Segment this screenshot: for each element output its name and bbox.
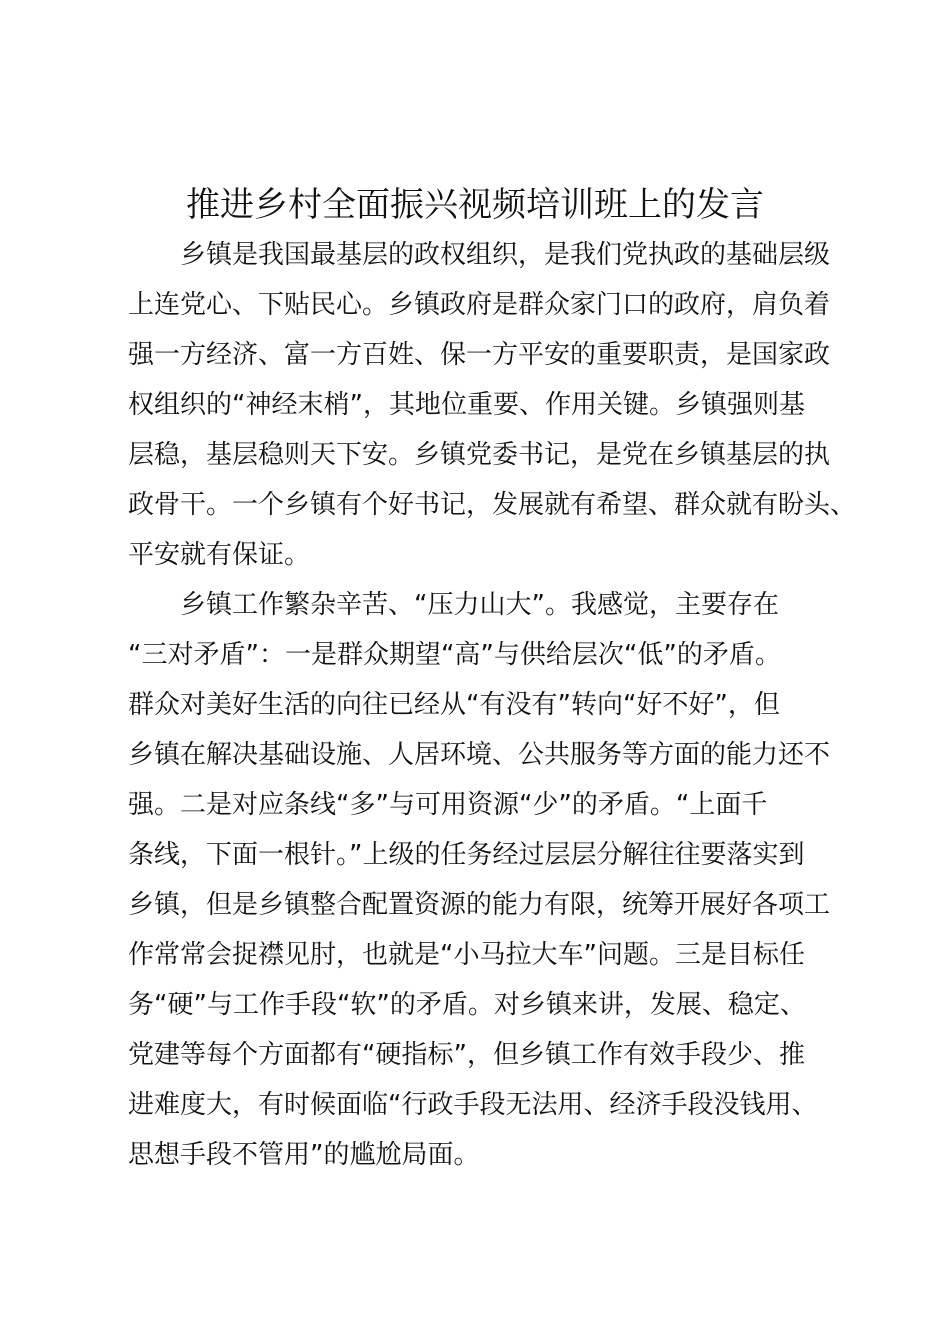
paragraph-line: 权组织的“神经末梢”，其地位重要、作用关键。乡镇强则基 [128, 390, 805, 420]
paragraph-line: 群众对美好生活的向往已经从“有没有”转向“好不好”，但 [128, 690, 780, 720]
paragraph-line: 思想手段不管用”的尴尬局面。 [128, 1140, 480, 1170]
paragraph-line: 强。二是对应条线“多”与可用资源“少”的矛盾。“上面千 [128, 790, 768, 820]
paragraph-line: 层稳，基层稳则天下安。乡镇党委书记，是党在乡镇基层的执 [128, 440, 831, 470]
paragraph-line: 乡镇在解决基础设施、人居环境、公共服务等方面的能力还不 [128, 740, 831, 770]
paragraph-line: 强一方经济、富一方百姓、保一方平安的重要职责，是国家政 [128, 340, 831, 370]
paragraph-line: 政骨干。一个乡镇有个好书记，发展就有希望、群众就有盼头、 [128, 490, 857, 520]
paragraph-line: 党建等每个方面都有“硬指标”，但乡镇工作有效手段少、推 [128, 1040, 805, 1070]
paragraph-line: 乡镇是我国最基层的政权组织，是我们党执政的基础层级 [180, 240, 831, 270]
paragraph-line: “三对矛盾”：一是群众期望“高”与供给层次“低”的矛盾。 [128, 640, 781, 670]
paragraph-line: 进难度大，有时候面临“行政手段无法用、经济手段没钱用、 [128, 1090, 818, 1120]
paragraph-line: 乡镇，但是乡镇整合配置资源的能力有限，统筹开展好各项工 [128, 890, 831, 920]
paragraph-line: 上连党心、下贴民心。乡镇政府是群众家门口的政府，肩负着 [128, 290, 831, 320]
paragraph-line: 乡镇工作繁杂辛苦、“压力山大”。我感觉，主要存在 [180, 590, 779, 620]
paragraph-line: 平安就有保证。 [128, 540, 311, 570]
paragraph-line: 作常常会捉襟见肘，也就是“小马拉大车”问题。三是目标任 [128, 940, 805, 970]
paragraph-line: 条线，下面一根针。”上级的任务经过层层分解往往要落实到 [128, 840, 805, 870]
paragraph-line: 务“硬”与工作手段“软”的矛盾。对乡镇来讲，发展、稳定、 [128, 990, 806, 1020]
document-title: 推进乡村全面振兴视频培训班上的发言 [186, 185, 764, 225]
